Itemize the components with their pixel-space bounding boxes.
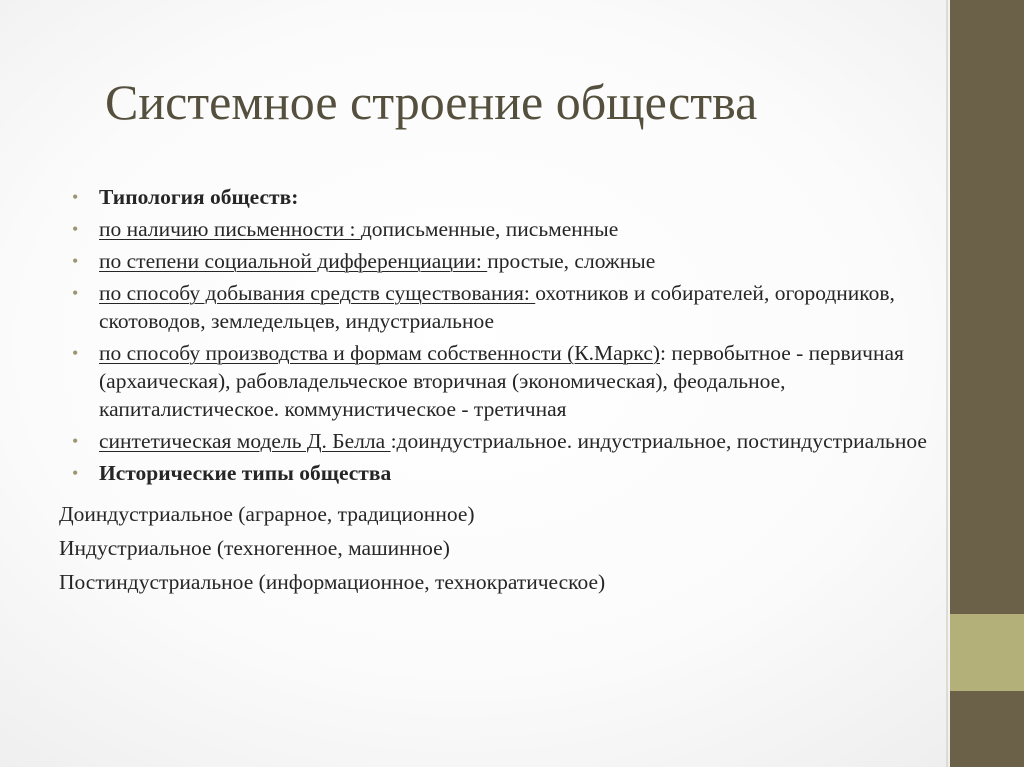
historical-type-line: Индустриальное (техногенное, машинное) (59, 536, 450, 560)
criterion-values: простые, сложные (487, 249, 656, 273)
bullet-heading-historical-types: Исторические типы общества (99, 461, 392, 485)
bullet-item-historical-types (72, 459, 932, 487)
criterion-values: охотников и собирателей, огородников, скотоводов, земледельцев, индустриальное (99, 281, 895, 333)
bullet-item-subsistence (72, 279, 932, 335)
side-accent-block (950, 614, 1024, 691)
criterion-label: по способу добывания средств существования: (99, 281, 536, 305)
side-divider-line (946, 0, 948, 767)
bullet-list (72, 183, 932, 487)
bullet-item-marx (72, 339, 932, 423)
historical-type-line: Постиндустриальное (информационное, технократическое) (59, 570, 606, 594)
criterion-label: по способу производства и формам собственности (К.Маркс) (99, 341, 661, 365)
bullet-dot-icon: • (72, 251, 79, 271)
bullet-dot-icon: • (72, 343, 79, 363)
bullet-dot-icon: • (72, 187, 79, 207)
criterion-label: синтетическая модель Д. Белла (99, 429, 391, 453)
historical-type-line: Доиндустриальное (аграрное, традиционное) (59, 502, 475, 526)
bullet-dot-icon: • (72, 463, 79, 483)
criterion-values: : первобытное - первичная (архаическая), рабовладельческое вторичная (экономическая), феодальное, капиталистическое. коммунистическое - третичная (99, 341, 904, 421)
bullet-dot-icon: • (72, 219, 79, 239)
bullet-dot-icon: • (72, 431, 79, 451)
slide-title: Системное строение общества (105, 74, 758, 130)
criterion-values: дописьменные, письменные (360, 217, 619, 241)
bullet-item-writing (72, 215, 932, 243)
criterion-values: :доиндустриальное. индустриальное, постиндустриальное (390, 429, 927, 453)
criterion-label: по степени социальной дифференциации: (99, 249, 488, 273)
criterion-label: по наличию письменности : (99, 217, 361, 241)
historical-types-list (59, 497, 932, 599)
bullet-item-differentiation (72, 247, 932, 275)
bullet-item-typology (72, 183, 932, 211)
bullet-dot-icon: • (72, 283, 79, 303)
slide-content (59, 183, 932, 599)
bullet-heading-typology: Типология обществ: (99, 185, 299, 209)
bullet-item-bell (72, 427, 932, 455)
